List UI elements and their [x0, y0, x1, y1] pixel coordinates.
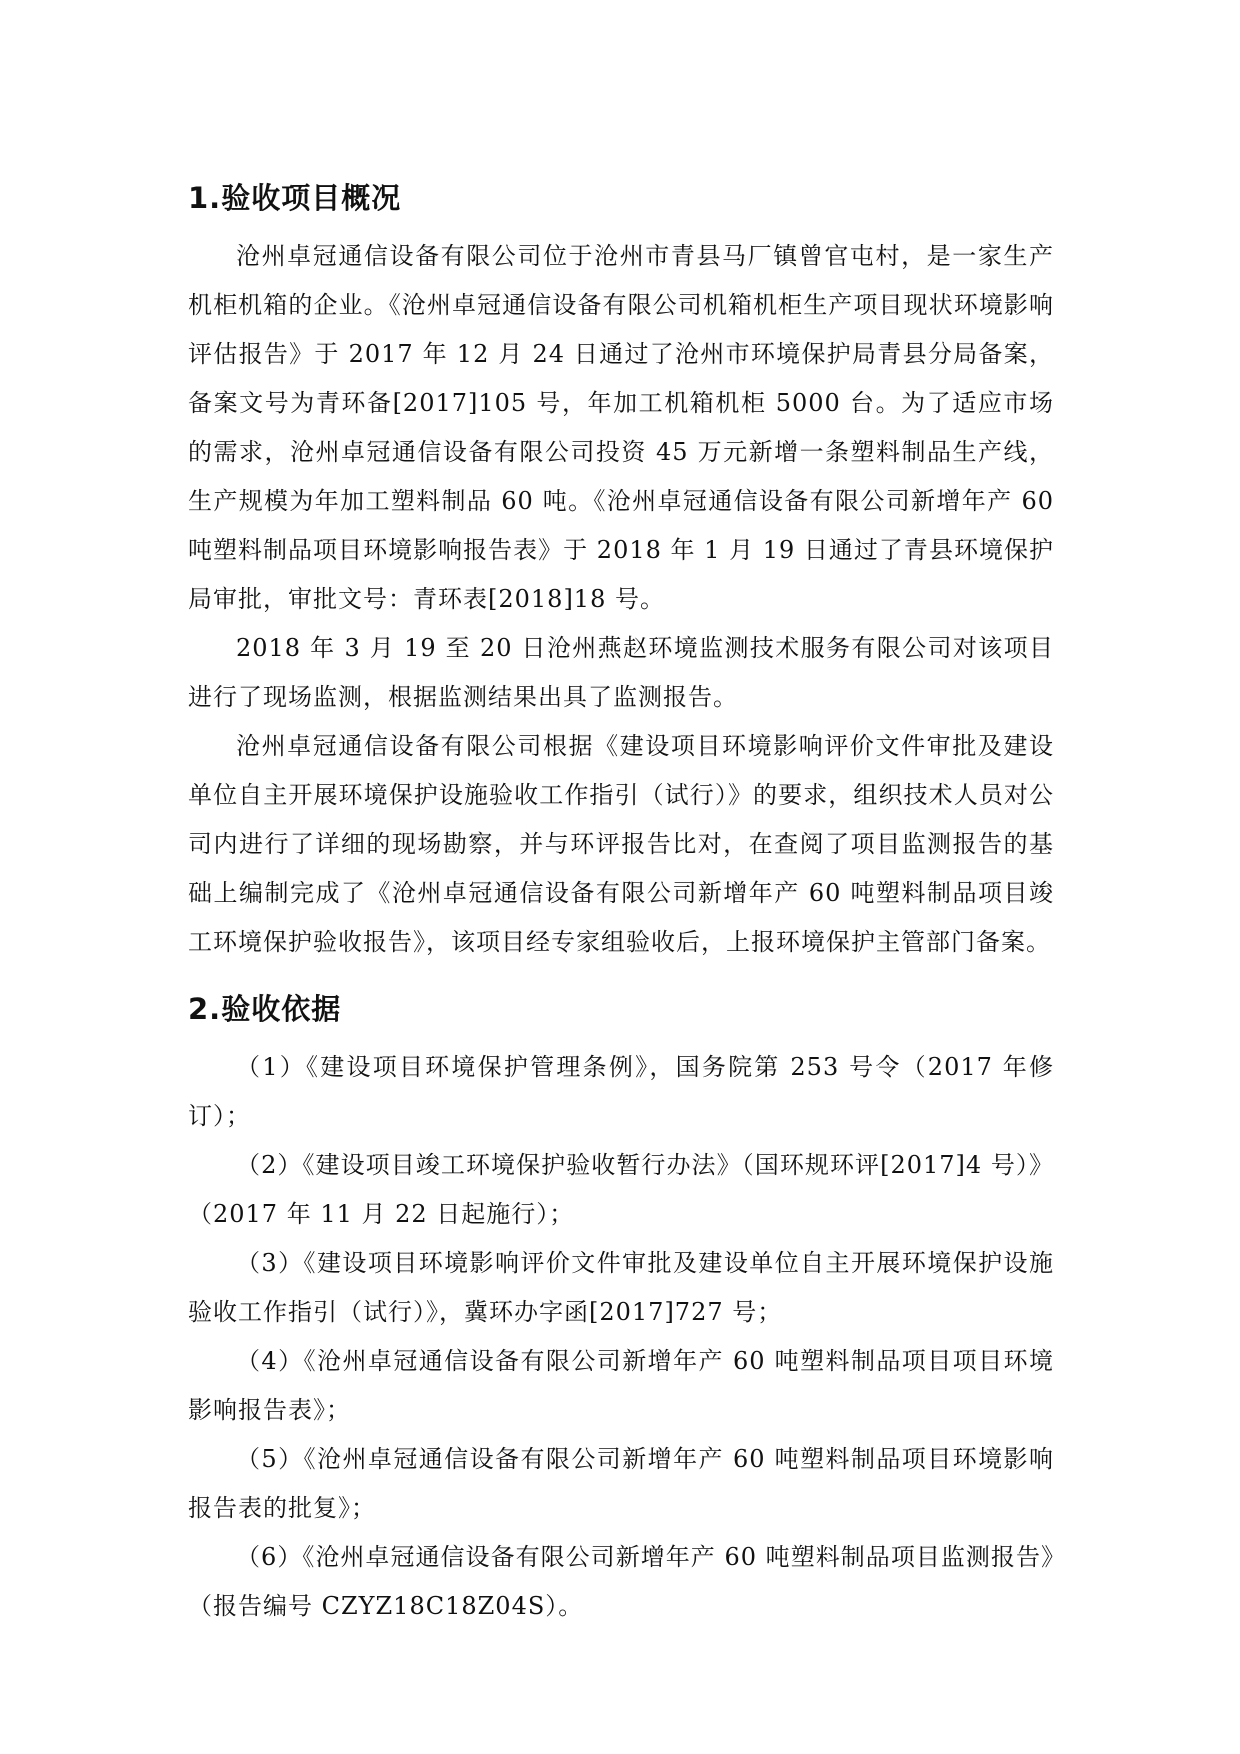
- overview-paragraph-2: 2018 年 3 月 19 至 20 日沧州燕赵环境监测技术服务有限公司对该项目进行了现场监测，根据监测结果出具了监测报告。: [188, 634, 1054, 711]
- basis-item-2: （2）《建设项目竣工环境保护验收暂行办法》（国环规环评[2017]4 号）》（2017 年 11 月 22 日起施行）；: [188, 1151, 1054, 1228]
- basis-item-3: （3）《建设项目环境影响评价文件审批及建设单位自主开展环境保护设施验收工作指引（试行）》，冀环办字函[2017]727 号；: [188, 1249, 1054, 1326]
- overview-paragraph-1: 沧州卓冠通信设备有限公司位于沧州市青县马厂镇曾官屯村，是一家生产机柜机箱的企业。《沧州卓冠通信设备有限公司机箱机柜生产项目现状环境影响评估报告》于 2017 年 12 月 24 日通过了沧州市环境保护局青县分局备案，备案文号为青环备[2017]105 号，年加工机箱机柜 5000 台。为了适应市场的需求，沧州卓冠通信设备有限公司投资 45 万元新增一条塑料制品生产线，生产规模为年加工塑料制品 60 吨。《沧州卓冠通信设备有限公司新增年产 60 吨塑料制品项目环境影响报告表》于 2018 年 1 月 19 日通过了青县环境保护局审批，审批文号：青环表[2018]18 号。: [188, 242, 1054, 613]
- basis-item-4: （4）《沧州卓冠通信设备有限公司新增年产 60 吨塑料制品项目项目环境影响报告表》；: [188, 1347, 1054, 1424]
- basis-item-5: （5）《沧州卓冠通信设备有限公司新增年产 60 吨塑料制品项目环境影响报告表的批复》；: [188, 1445, 1054, 1522]
- document-page: [188, 178, 1054, 1631]
- basis-item-6: （6）《沧州卓冠通信设备有限公司新增年产 60 吨塑料制品项目监测报告》（报告编号 CZYZ18C18Z04S）。: [188, 1543, 1054, 1620]
- overview-paragraph-3: 沧州卓冠通信设备有限公司根据《建设项目环境影响评价文件审批及建设单位自主开展环境保护设施验收工作指引（试行）》的要求，组织技术人员对公司内进行了详细的现场勘察，并与环评报告比对，在查阅了项目监测报告的基础上编制完成了《沧州卓冠通信设备有限公司新增年产 60 吨塑料制品项目竣工环境保护验收报告》，该项目经专家组验收后，上报环境保护主管部门备案。: [188, 732, 1054, 956]
- basis-item-1: （1）《建设项目环境保护管理条例》，国务院第 253 号令（2017 年修订）；: [188, 1053, 1054, 1130]
- section-heading-basis: 2.验收依据: [188, 992, 342, 1026]
- section-heading-overview: 1.验收项目概况: [188, 181, 402, 215]
